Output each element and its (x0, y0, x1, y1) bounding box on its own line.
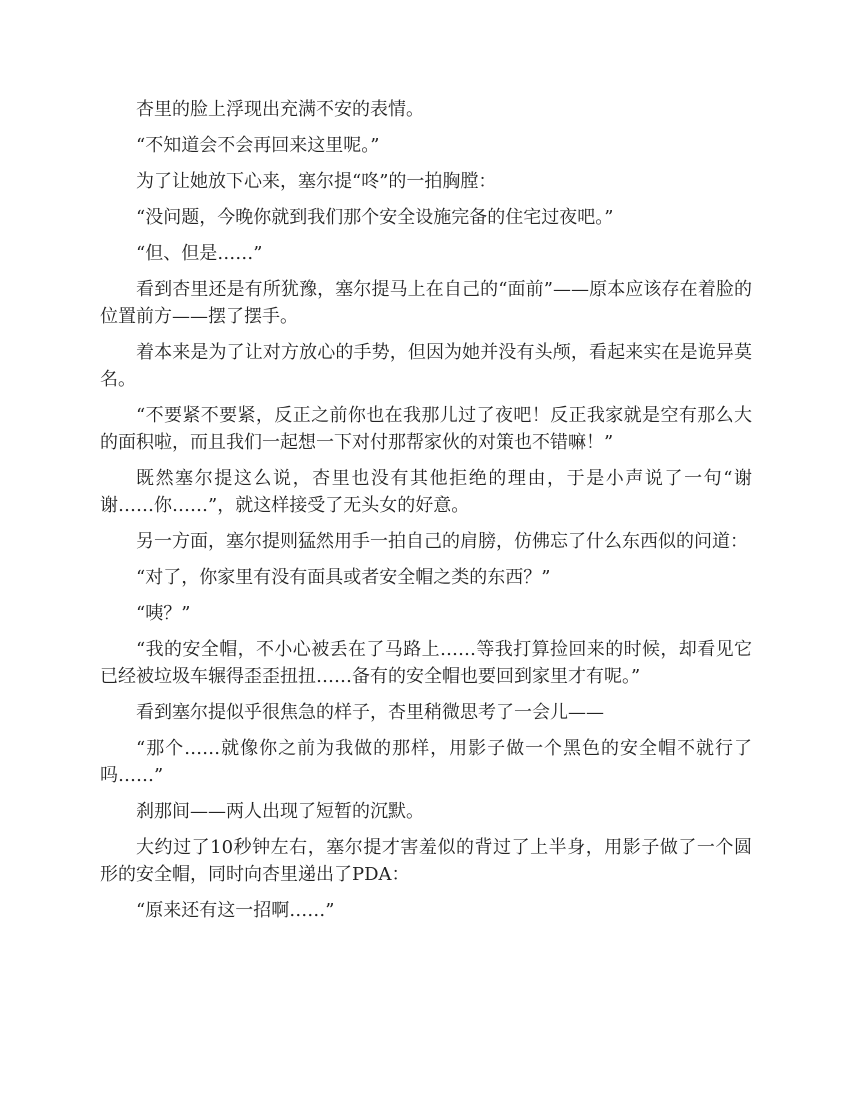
paragraph: 另一方面，塞尔提则猛然用手一拍自己的肩膀，仿佛忘了什么东西似的问道： (136, 531, 748, 552)
paragraph: “不知道会不会再回来这里呢。” (136, 135, 380, 156)
paragraph: 大约过了10秒钟左右，塞尔提才害羞似的背过了上半身，用影子做了一个圆形的安全帽，同时向杏里递出了PDA： (100, 837, 752, 885)
paragraph: 既然塞尔提这么说，杏里也没有其他拒绝的理由，于是小声说了一句“谢谢……你……”，就这样接受了无头女的好意。 (100, 468, 752, 516)
paragraph: “我的安全帽，不小心被丢在了马路上……等我打算捡回来的时候，却看见它已经被垃圾车辗得歪歪扭扭……备有的安全帽也要回到家里才有呢。” (100, 639, 752, 687)
paragraph: “对了，你家里有没有面具或者安全帽之类的东西？” (136, 567, 551, 588)
paragraph: 看到塞尔提似乎很焦急的样子，杏里稍微思考了一会儿—— (136, 702, 604, 723)
paragraph: 杏里的脸上浮现出充满不安的表情。 (136, 99, 424, 120)
paragraph: “那个……就像你之前为我做的那样，用影子做一个黑色的安全帽不就行了吗……” (100, 738, 752, 786)
document-page (100, 96, 752, 933)
paragraph: “没问题，今晚你就到我们那个安全设施完备的住宅过夜吧。” (136, 207, 614, 228)
paragraph: 为了让她放下心来，塞尔提“咚”的一拍胸膛： (136, 171, 497, 192)
paragraph: 着本来是为了让对方放心的手势，但因为她并没有头颅，看起来实在是诡异莫名。 (100, 342, 752, 390)
paragraph: “原来还有这一招啊……” (136, 900, 335, 921)
paragraph: 刹那间——两人出现了短暂的沉默。 (136, 801, 424, 822)
paragraph: “但、但是……” (136, 243, 263, 264)
paragraph: “不要紧不要紧，反正之前你也在我那儿过了夜吧！反正我家就是空有那么大的面积啦，而且我们一起想一下对付那帮家伙的对策也不错嘛！” (100, 405, 752, 453)
paragraph: 看到杏里还是有所犹豫，塞尔提马上在自己的“面前”——原本应该存在着脸的位置前方——摆了摆手。 (100, 279, 752, 327)
paragraph: “咦？” (136, 603, 191, 624)
